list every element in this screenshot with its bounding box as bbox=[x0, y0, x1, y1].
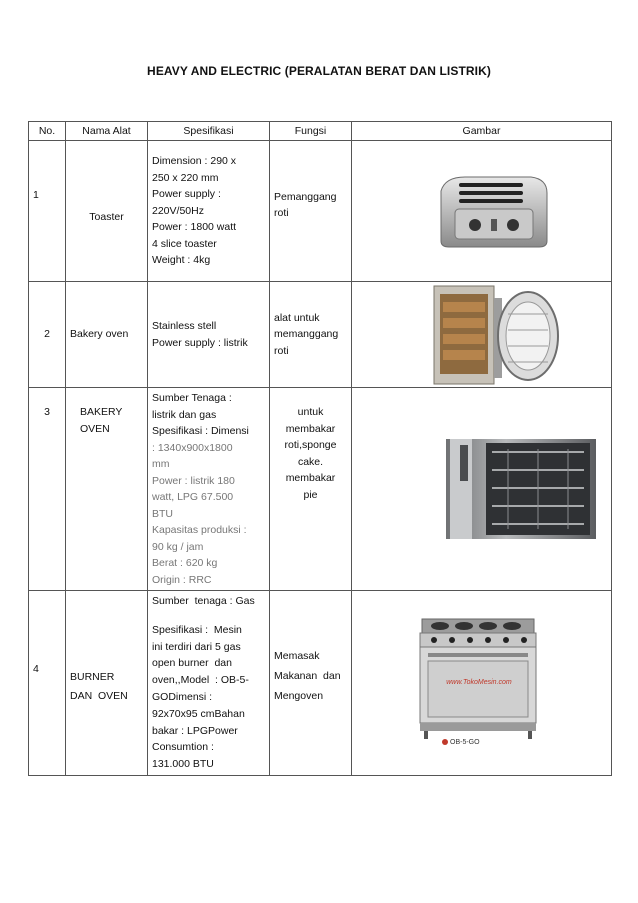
cell-no bbox=[29, 141, 66, 282]
cell-no bbox=[29, 282, 66, 388]
row-number: 1 bbox=[33, 189, 39, 201]
cell-gambar bbox=[352, 141, 612, 282]
row-number: 2 bbox=[44, 328, 50, 341]
spec-text: Spesifikasi : Dimensi bbox=[152, 425, 249, 437]
fungsi-line: roti bbox=[274, 207, 289, 219]
table-row bbox=[29, 388, 612, 591]
spec-line: 220V/50Hz bbox=[152, 204, 204, 217]
spec-line: Power : 1800 watt bbox=[152, 221, 237, 234]
model-code: OB-5-GO bbox=[450, 738, 480, 746]
cell-no bbox=[29, 388, 66, 591]
spec-line: Sumber tenaga : Gas bbox=[152, 595, 255, 607]
spec-line: 90 kg / jam bbox=[152, 540, 204, 553]
spec-line: Dimension : 290 x bbox=[152, 155, 237, 168]
cell-spec bbox=[148, 388, 270, 591]
cell-fungsi bbox=[270, 141, 352, 282]
header-no: No. bbox=[29, 122, 66, 141]
cell-fungsi bbox=[270, 388, 352, 591]
fungsi-line: cake. bbox=[297, 455, 324, 468]
spec-line: Power supply : listrik bbox=[152, 336, 248, 349]
page-title: HEAVY AND ELECTRIC (PERALATAN BERAT DAN LISTRIK) bbox=[147, 64, 491, 78]
spec-line: 4 slice toaster bbox=[152, 237, 217, 250]
cell-spec bbox=[148, 282, 270, 388]
fungsi-line: memanggang bbox=[274, 328, 339, 341]
spec-line: open burner dan bbox=[152, 657, 232, 670]
cell-name bbox=[66, 141, 148, 282]
spec-line: Kapasitas produksi : bbox=[152, 524, 247, 536]
spec-line bbox=[152, 423, 265, 440]
image-caption-url: www.TokoMesin.com bbox=[446, 678, 512, 686]
header-gambar: Gambar bbox=[352, 122, 612, 141]
equipment-name: Bakery oven bbox=[70, 328, 129, 341]
spec-line: Berat : 620 kg bbox=[152, 557, 218, 569]
fungsi-line: pie bbox=[303, 488, 318, 501]
toaster-image bbox=[435, 171, 553, 251]
spec-line: Consumtion : bbox=[152, 741, 214, 754]
image-caption-model bbox=[442, 739, 522, 746]
equipment-name: DAN OVEN bbox=[70, 689, 128, 702]
fungsi-line: Mengoven bbox=[274, 689, 324, 702]
header-fungsi: Fungsi bbox=[270, 122, 352, 141]
spec-line: Origin : RRC bbox=[152, 573, 212, 586]
spec-line: 250 x 220 mm bbox=[152, 171, 219, 184]
burner-oven-image bbox=[412, 615, 542, 751]
spec-line: ini terdiri dari 5 gas bbox=[152, 640, 241, 653]
cell-gambar bbox=[352, 388, 612, 591]
row-number: 4 bbox=[33, 662, 39, 675]
table-row bbox=[29, 591, 612, 776]
fungsi-line: alat untuk bbox=[274, 311, 320, 324]
cell-name bbox=[66, 388, 148, 591]
fungsi-line: untuk bbox=[297, 406, 324, 418]
equipment-name: OVEN bbox=[80, 422, 110, 435]
spec-line: BTU bbox=[152, 507, 173, 520]
cell-spec bbox=[148, 141, 270, 282]
spec-line: listrik dan gas bbox=[152, 408, 217, 421]
header-nama-alat: Nama Alat bbox=[66, 122, 148, 141]
spec-line: : 1340x900x1800 bbox=[152, 441, 233, 454]
fungsi-line: Memasak bbox=[274, 649, 320, 662]
spec-line: Power : listrik 180 bbox=[152, 474, 235, 487]
cell-fungsi bbox=[270, 591, 352, 776]
spec-line: watt, LPG 67.500 bbox=[152, 491, 234, 503]
cell-no bbox=[29, 591, 66, 776]
equipment-name: BURNER bbox=[70, 670, 115, 683]
spec-line: Spesifikasi : Mesin bbox=[152, 623, 242, 636]
cell-fungsi bbox=[270, 282, 352, 388]
cell-gambar bbox=[352, 282, 612, 388]
fungsi-line: roti bbox=[274, 344, 289, 357]
cell-name bbox=[66, 591, 148, 776]
table-row bbox=[29, 141, 612, 282]
table-header-row bbox=[29, 122, 612, 141]
equipment-table bbox=[28, 121, 612, 776]
spec-line: mm bbox=[152, 458, 170, 470]
spec-line: Weight : 4kg bbox=[152, 254, 211, 267]
row-number: 3 bbox=[44, 406, 50, 418]
spec-line: 131.000 BTU bbox=[152, 758, 214, 771]
header-spesifikasi: Spesifikasi bbox=[148, 122, 270, 141]
fungsi-line: membakar bbox=[285, 472, 336, 484]
spec-line: Sumber Tenaga : bbox=[152, 392, 232, 404]
spec-line: GODimensi : bbox=[152, 690, 213, 703]
spec-line: Power supply : bbox=[152, 188, 221, 201]
equipment-name: Toaster bbox=[89, 210, 124, 223]
fungsi-line: Pemanggang bbox=[274, 190, 337, 203]
rotary-oven-image bbox=[446, 439, 596, 539]
fungsi-line: Makanan dan bbox=[274, 669, 341, 682]
fungsi-line: roti,sponge bbox=[284, 439, 337, 451]
spec-line bbox=[152, 610, 265, 622]
spec-line: bakar : LPGPower bbox=[152, 724, 238, 737]
bakery-oven-image bbox=[432, 284, 560, 386]
logo-icon bbox=[442, 739, 448, 745]
cell-name bbox=[66, 282, 148, 388]
spec-line: oven,,Model : OB-5- bbox=[152, 674, 249, 687]
equipment-name: BAKERY bbox=[80, 406, 123, 418]
spec-line: 92x70x95 cmBahan bbox=[152, 707, 245, 720]
table-row bbox=[29, 282, 612, 388]
cell-gambar bbox=[352, 591, 612, 776]
spec-line: Stainless stell bbox=[152, 320, 217, 332]
cell-spec bbox=[148, 591, 270, 776]
fungsi-line: membakar bbox=[285, 422, 336, 435]
